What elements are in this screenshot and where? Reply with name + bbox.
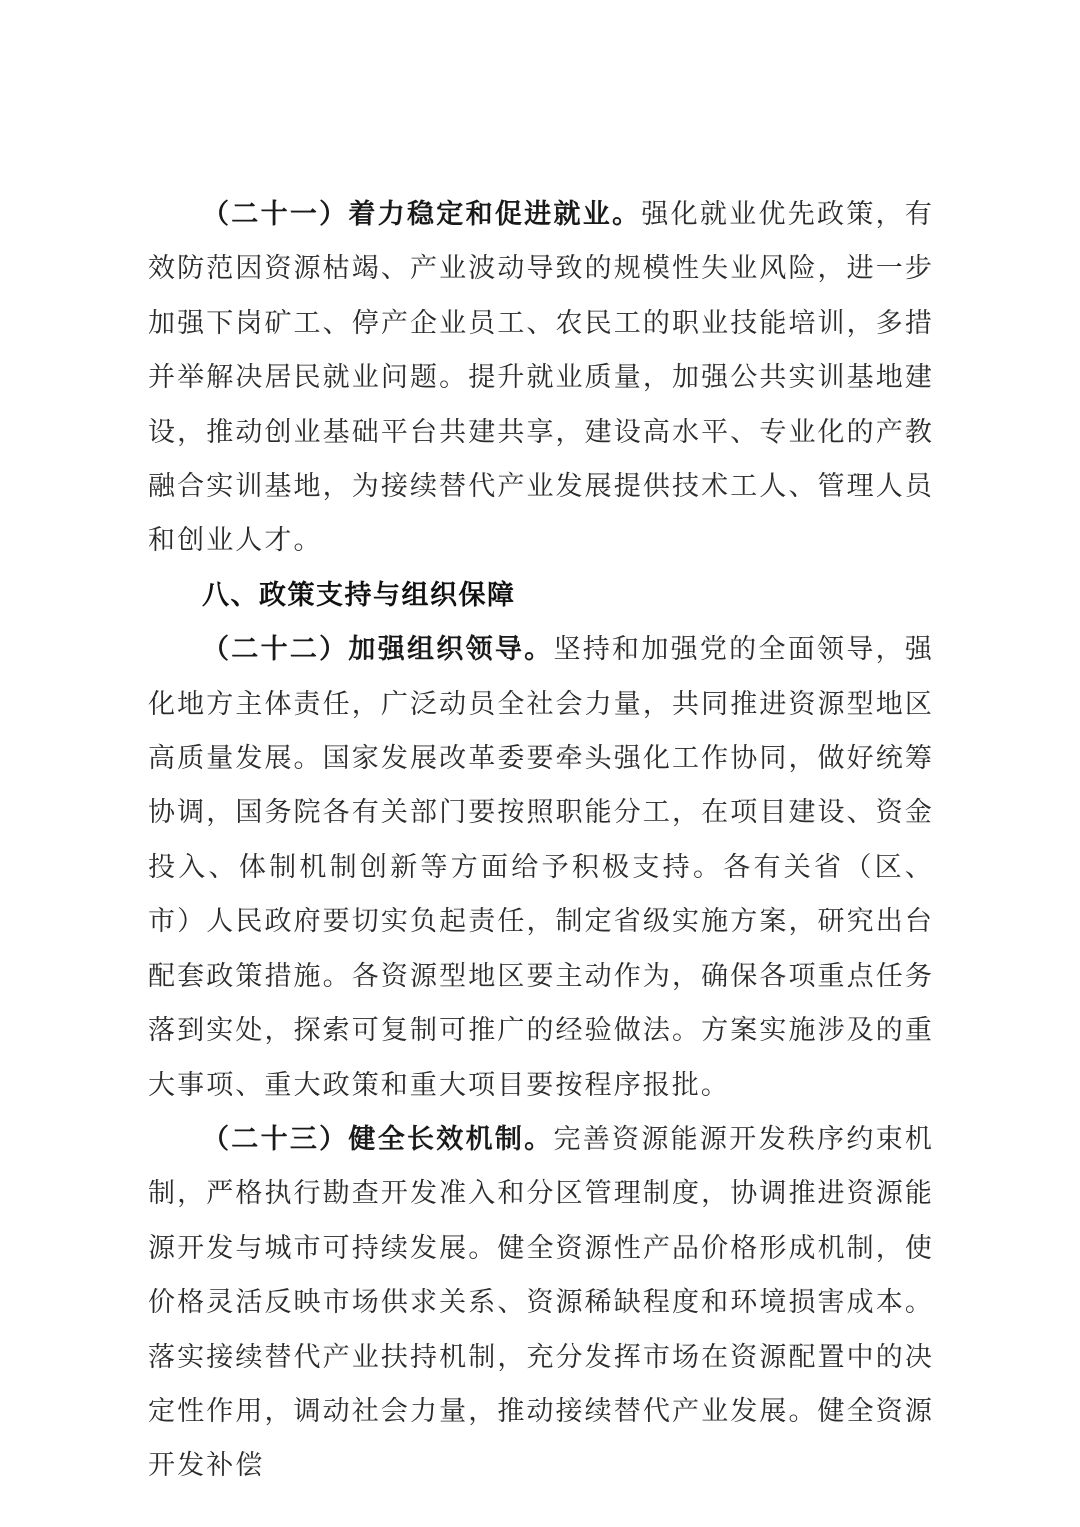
paragraph-23 [148, 1113, 934, 1494]
document-body [148, 188, 934, 1494]
paragraph-21-lead: （二十一）着力稳定和促进就业。 [202, 199, 642, 230]
paragraph-23-lead: （二十三）健全长效机制。 [202, 1123, 554, 1155]
paragraph-21 [148, 188, 934, 569]
paragraph-23-text: 完善资源能源开发秩序约束机制，严格执行勘查开发准入和分区管理制度，协调推进资源能源开发与城市可持续发展。健全资源性产品价格形成机制，使价格灵活反映市场供求关系、资源稀缺程度和环境损害成本。落实接续替代产业扶持机制，充分发挥市场在资源配置中的决定性作用，调动社会力量，推动接续替代产业发展。健全资源开发补偿 [148, 1123, 934, 1482]
paragraph-22 [148, 623, 934, 1113]
paragraph-22-lead: （二十二）加强组织领导。 [202, 634, 554, 666]
section-heading: 八、政策支持与组织保障 [202, 579, 516, 611]
paragraph-22-text: 坚持和加强党的全面领导，强化地方主体责任，广泛动员全社会力量，共同推进资源型地区高质量发展。国家发展改革委要牵头强化工作协同，做好统筹协调，国务院各有关部门要按照职能分工，在项目建设、资金投入、体制机制创新等方面给予积极支持。各有关省（区、市）人民政府要切实负起责任，制定省级实施方案，研究出台配套政策措施。各资源型地区要主动作为，确保各项重点任务落到实处，探索可复制可推广的经验做法。方案实施涉及的重大事项、重大政策和重大项目要按程序报批。 [148, 634, 934, 1101]
paragraph-21-text: 强化就业优先政策，有效防范因资源枯竭、产业波动导致的规模性失业风险，进一步加强下岗矿工、停产企业员工、农民工的职业技能培训，多措并举解决居民就业问题。提升就业质量，加强公共实训基地建设，推动创业基础平台共建共享，建设高水平、专业化的产教融合实训基地，为接续替代产业发展提供技术工人、管理人员和创业人才。 [148, 199, 934, 557]
